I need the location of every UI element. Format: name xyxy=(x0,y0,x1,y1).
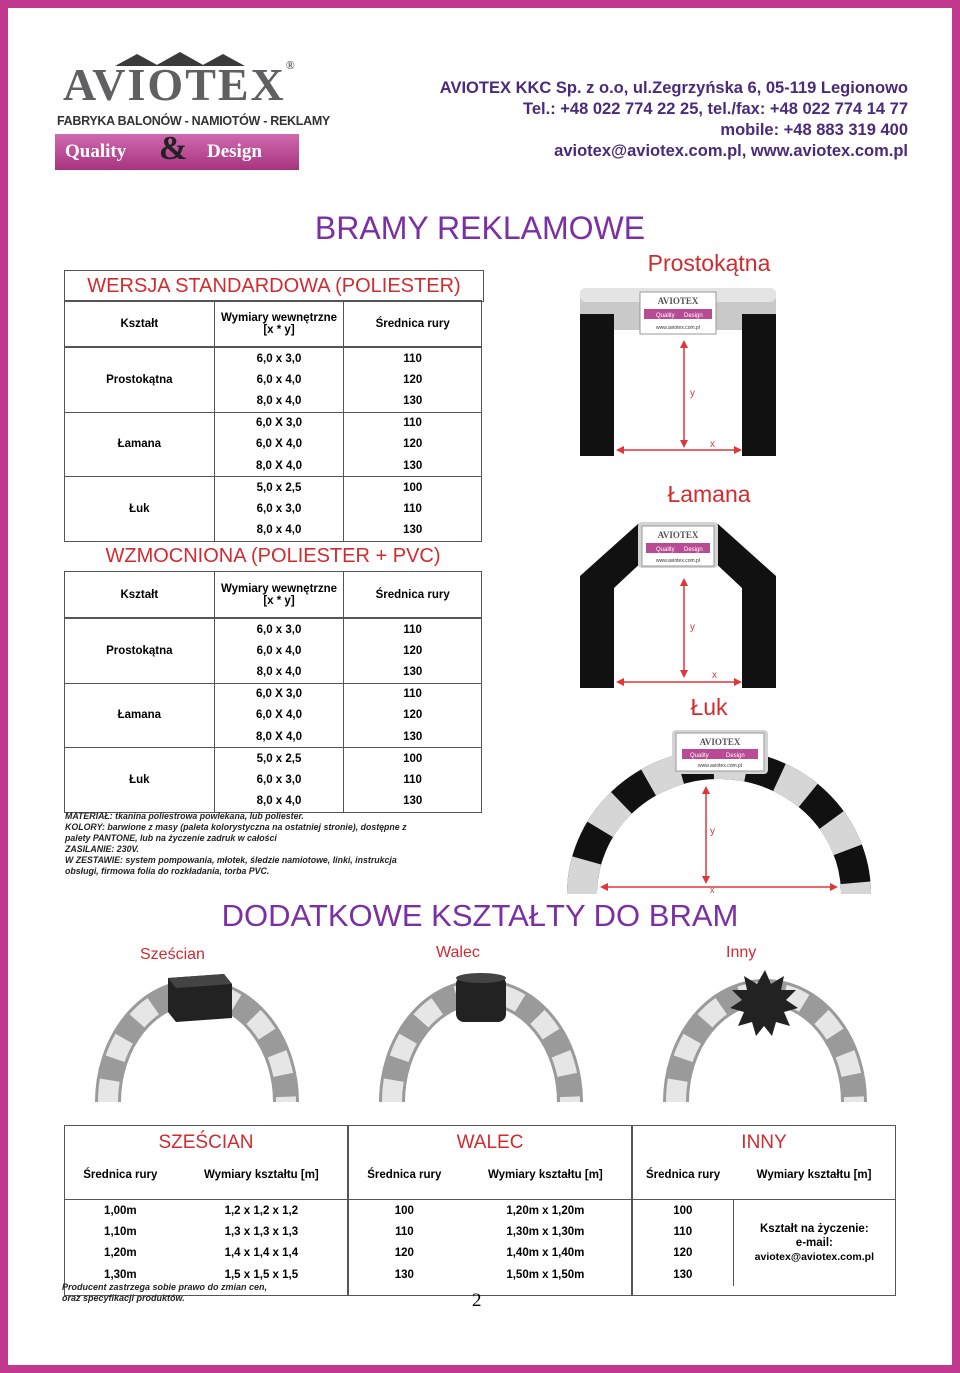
svg-text:Design: Design xyxy=(684,547,703,553)
cube-arch-image xyxy=(92,970,302,1107)
dims-cell: 1,30m x 1,30m xyxy=(460,1221,632,1243)
footer-note-2: oraz specyfikacji produktów. xyxy=(62,1293,185,1303)
shape-dims-header: Wymiary kształtu [m] xyxy=(733,1160,895,1190)
pipe-cell: 110 xyxy=(344,683,482,705)
extras-other-label: Inny xyxy=(726,944,757,961)
pipe-cell: 130 xyxy=(633,1264,734,1286)
extras-title: DODATKOWE KSZTAŁTY DO BRAM xyxy=(221,898,739,933)
pipe-cell: 120 xyxy=(344,369,482,391)
dims-cell: 8,0 x 4,0 xyxy=(214,391,344,413)
aviotex-logo xyxy=(55,52,330,172)
table-row xyxy=(65,477,482,499)
dims-cell: 6,0 x 3,0 xyxy=(214,498,344,520)
table-row xyxy=(65,1200,348,1222)
shape-cell: Łuk xyxy=(65,477,215,542)
arch-rect-title: Prostokątna xyxy=(647,250,771,276)
pipe-cell: 120 xyxy=(344,640,482,662)
shape-dims-header: Wymiary kształtu [m] xyxy=(460,1160,632,1190)
other-title: INNY xyxy=(633,1126,896,1160)
table-row xyxy=(349,1200,632,1222)
contact-block xyxy=(440,78,908,162)
svg-text:Design: Design xyxy=(726,753,745,759)
table-row xyxy=(65,748,482,770)
note-colors-cont: palety PANTONE, lub na życzenie zadruk w całości xyxy=(65,833,277,843)
table-row xyxy=(349,1243,632,1265)
arch-rect-image xyxy=(580,284,776,456)
svg-text:Quality: Quality xyxy=(656,313,675,319)
pipe-cell: 130 xyxy=(344,662,482,684)
dims-cell: 1,4 x 1,4 x 1,4 xyxy=(176,1243,348,1265)
cylinder-arch-image xyxy=(376,970,586,1107)
dims-cell: 5,0 x 2,5 xyxy=(214,748,344,770)
pipe-cell: 1,10m xyxy=(65,1221,176,1243)
other-arch-image xyxy=(660,970,870,1107)
pipe-cell: 100 xyxy=(349,1200,460,1222)
header-pipe: Średnica rury xyxy=(344,572,482,618)
pipe-cell: 110 xyxy=(344,412,482,434)
svg-text:AVIOTEX: AVIOTEX xyxy=(699,737,741,747)
page-title: BRAMY REKLAMOWE xyxy=(314,210,646,246)
dims-cell: 1,40m x 1,40m xyxy=(460,1243,632,1265)
pipe-cell: 110 xyxy=(344,769,482,791)
contact-email[interactable]: aviotex@aviotex.com.pl, www.aviotex.com.pl xyxy=(554,142,908,160)
shape-cell: Łuk xyxy=(65,748,215,813)
svg-text:y: y xyxy=(690,622,695,633)
cylinder-table xyxy=(348,1125,632,1296)
pipe-header: Średnica rury xyxy=(349,1160,460,1190)
note-kit-cont: obsługi, firmowa folia do rozkładania, torba PVC. xyxy=(65,866,270,876)
pipe-header: Średnica rury xyxy=(633,1160,734,1190)
pipe-cell: 120 xyxy=(344,434,482,456)
dims-cell: 6,0 X 4,0 xyxy=(214,705,344,727)
table-row xyxy=(65,1221,348,1243)
table-row xyxy=(65,1243,348,1265)
header-dims: Wymiary wewnętrzne [x * y] xyxy=(214,572,344,618)
logo-name: AVIOTEX® xyxy=(63,58,297,110)
header-shape: Kształt xyxy=(65,572,215,618)
pipe-cell: 130 xyxy=(344,726,482,748)
note-colors: KOLORY: barwione z masy (paleta kolorystyczna na ostatniej stronie), dostępne z xyxy=(65,822,407,832)
shape-dims-header: Wymiary kształtu [m] xyxy=(176,1160,348,1190)
svg-text:Quality: Quality xyxy=(690,753,709,759)
reinforced-table xyxy=(64,571,482,813)
note-material: MATERIAŁ: tkanina poliestrowa powlekana, lub poliester. xyxy=(65,811,304,821)
dims-cell: 8,0 x 4,0 xyxy=(214,791,344,813)
table-row xyxy=(633,1200,896,1222)
svg-text:AVIOTEX: AVIOTEX xyxy=(657,530,699,540)
header-shape: Kształt xyxy=(65,301,215,347)
pipe-cell: 100 xyxy=(344,477,482,499)
svg-text:Design: Design xyxy=(684,313,703,319)
pipe-cell: 1,00m xyxy=(65,1200,176,1222)
table-row xyxy=(349,1221,632,1243)
pipe-header: Średnica rury xyxy=(65,1160,176,1190)
custom-shape-cell: Kształt na życzenie: e-mail: aviotex@aviotex.com.pl xyxy=(733,1200,895,1286)
shape-cell: Prostokątna xyxy=(65,619,215,684)
dims-cell: 8,0 x 4,0 xyxy=(214,520,344,542)
pipe-cell: 100 xyxy=(344,748,482,770)
dims-cell: 6,0 X 4,0 xyxy=(214,434,344,456)
table-row xyxy=(65,348,482,370)
table-row xyxy=(349,1264,632,1286)
extras-cylinder-label: Walec xyxy=(436,944,480,961)
table-row xyxy=(65,619,482,641)
extras-cube-label: Sześcian xyxy=(140,946,205,963)
pipe-cell: 130 xyxy=(344,455,482,477)
svg-text:x: x xyxy=(712,670,717,681)
dims-cell: 1,5 x 1,5 x 1,5 xyxy=(176,1264,348,1286)
pipe-cell: 100 xyxy=(633,1200,734,1222)
header-dims: Wymiary wewnętrzne [x * y] xyxy=(214,301,344,347)
custom-email[interactable]: aviotex@aviotex.com.pl xyxy=(754,1250,875,1263)
dims-cell: 1,2 x 1,2 x 1,2 xyxy=(176,1200,348,1222)
arch-broken-image xyxy=(580,516,776,688)
dims-cell: 6,0 x 4,0 xyxy=(214,369,344,391)
dims-cell: 8,0 x 4,0 xyxy=(214,662,344,684)
pipe-cell: 130 xyxy=(344,391,482,413)
shape-cell: Łamana xyxy=(65,412,215,477)
dims-cell: 8,0 X 4,0 xyxy=(214,455,344,477)
svg-text:www.aviotex.com.pl: www.aviotex.com.pl xyxy=(656,325,700,331)
pipe-cell: 1,20m xyxy=(65,1243,176,1265)
cube-title: SZEŚCIAN xyxy=(65,1126,348,1160)
dims-cell: 6,0 x 4,0 xyxy=(214,640,344,662)
cylinder-title: WALEC xyxy=(349,1126,632,1160)
svg-text:www.aviotex.com.pl: www.aviotex.com.pl xyxy=(656,558,700,564)
pipe-cell: 120 xyxy=(633,1243,734,1265)
dims-cell: 1,50m x 1,50m xyxy=(460,1264,632,1286)
logo-band xyxy=(55,130,299,170)
note-kit: W ZESTAWIE: system pompowania, młotek, śledzie namiotowe, linki, instrukcja xyxy=(65,855,397,865)
page-number: 2 xyxy=(472,1290,482,1311)
dims-cell: 6,0 X 3,0 xyxy=(214,683,344,705)
pipe-cell: 1,30m xyxy=(65,1264,176,1286)
dims-cell: 6,0 x 3,0 xyxy=(214,769,344,791)
dims-cell: 6,0 x 3,0 xyxy=(214,348,344,370)
table-row xyxy=(65,412,482,434)
dims-cell: 5,0 x 2,5 xyxy=(214,477,344,499)
arch-broken-title: Łamana xyxy=(667,481,751,507)
svg-text:x: x xyxy=(710,439,715,450)
pipe-cell: 130 xyxy=(344,791,482,813)
note-power: ZASILANIE: 230V. xyxy=(65,844,139,854)
standard-table xyxy=(64,300,482,542)
table-row xyxy=(65,683,482,705)
footer-note-1: Producent zastrzega sobie prawo do zmian cen, xyxy=(62,1282,268,1292)
pipe-cell: 130 xyxy=(344,520,482,542)
svg-text:y: y xyxy=(690,388,695,399)
logo-quality: Quality xyxy=(65,141,127,162)
arch-arc-image xyxy=(564,730,874,894)
dims-cell: 6,0 x 3,0 xyxy=(214,619,344,641)
footer-note xyxy=(62,1282,267,1304)
pipe-cell: 110 xyxy=(344,498,482,520)
pipe-cell: 120 xyxy=(344,705,482,727)
contact-address: AVIOTEX KKC Sp. z o.o, ul.Zegrzyńska 6, 05-119 Legionowo xyxy=(439,79,908,97)
cube-table xyxy=(64,1125,348,1296)
logo-tagline: FABRYKA BALONÓW - NAMIOTÓW - REKLAMY xyxy=(57,114,330,128)
other-table xyxy=(632,1125,896,1296)
pipe-cell: 110 xyxy=(344,619,482,641)
dims-cell: 8,0 X 4,0 xyxy=(214,726,344,748)
document-page xyxy=(8,8,952,1365)
material-notes xyxy=(65,811,465,877)
svg-text:www.aviotex.com.pl: www.aviotex.com.pl xyxy=(698,763,742,769)
svg-text:y: y xyxy=(710,826,715,837)
logo-amp: & xyxy=(159,130,188,167)
dims-cell: 1,3 x 1,3 x 1,3 xyxy=(176,1221,348,1243)
reinforced-title: WZMOCNIONA (POLIESTER + PVC) xyxy=(105,545,441,567)
pipe-cell: 120 xyxy=(349,1243,460,1265)
pipe-cell: 130 xyxy=(349,1264,460,1286)
shape-cell: Łamana xyxy=(65,683,215,748)
svg-text:AVIOTEX: AVIOTEX xyxy=(657,296,699,306)
svg-text:x: x xyxy=(710,885,715,894)
arch-arc-title: Łuk xyxy=(690,694,728,720)
contact-mobile: mobile: +48 883 319 400 xyxy=(720,121,908,139)
svg-text:Quality: Quality xyxy=(656,547,675,553)
shape-cell: Prostokątna xyxy=(65,348,215,413)
header-pipe: Średnica rury xyxy=(344,301,482,347)
pipe-cell: 110 xyxy=(633,1221,734,1243)
contact-phone: Tel.: +48 022 774 22 25, tel./fax: +48 022 774 14 77 xyxy=(523,100,908,118)
pipe-cell: 110 xyxy=(344,348,482,370)
dims-cell: 6,0 X 3,0 xyxy=(214,412,344,434)
standard-title: WERSJA STANDARDOWA (POLIESTER) xyxy=(64,270,484,302)
logo-design: Design xyxy=(207,141,262,162)
dims-cell: 1,20m x 1,20m xyxy=(460,1200,632,1222)
pipe-cell: 110 xyxy=(349,1221,460,1243)
